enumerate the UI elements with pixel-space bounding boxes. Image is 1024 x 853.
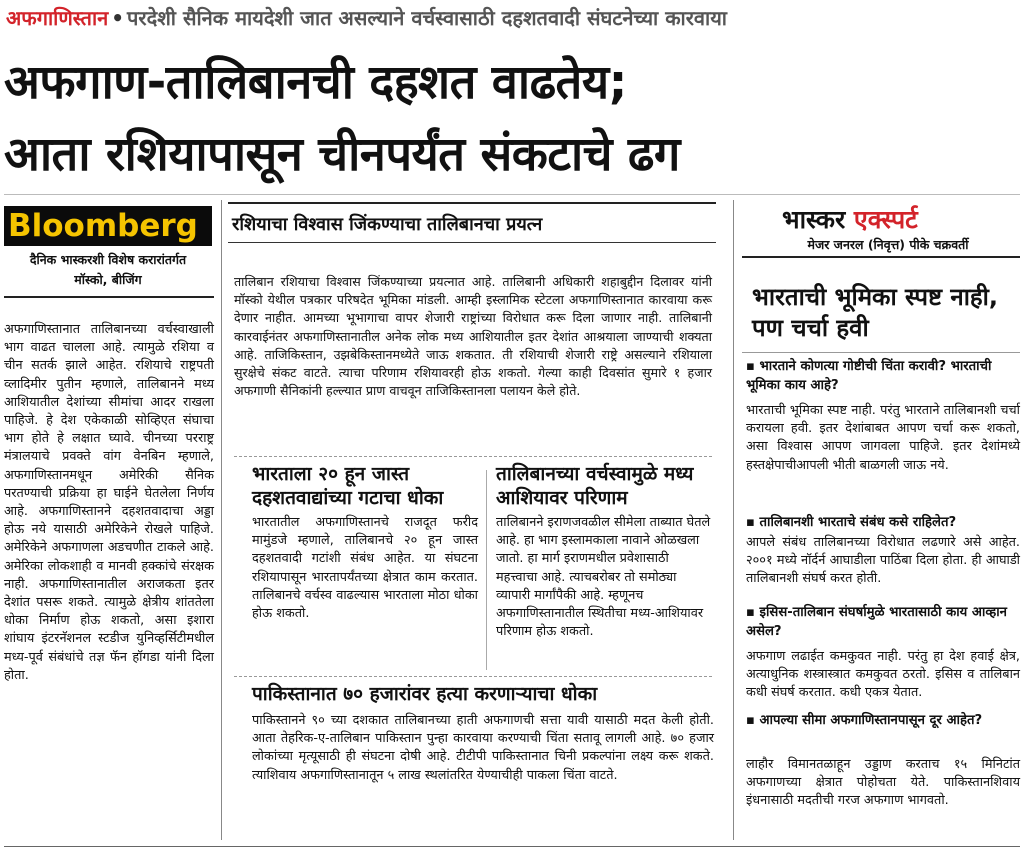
answer-2: आपले संबंध तालिबानच्या विरोधात लढणारे असे आहेत. २००१ मध्ये नॉर्दर्न आघाडीला पाठिंबा दिला होता. ही आघाडी तालिबानशी संघर्ष करत होती. <box>746 535 1020 587</box>
middle-dashed-divider <box>234 456 712 457</box>
left-article-body: अफगाणिस्तानात तालिबानच्या वर्चस्वाखाली भाग वाढत चालला आहे. त्यामुळे रशिया व चीन सतर्क झाले आहेत. रशियाचे राष्ट्रपती व्लादिमीर पुतीन म्हणाले, तालिबानने मध्य आशियातील देशांच्या सीमांचा आदर राखला पाहिजे. हे देश एकेकाळी सोव्हिएत संघाचा भाग होते हे लक्षात घ्यावे. चीनच्या परराष्ट्र मंत्रालयाचे प्रवक्ते वांग वेनबिन म्हणाले, अफगाणिस्तानमधून अमेरिकी सैनिक परतण्याची प्रक्रिया हा घाईने घेतलेला निर्णय आहे. अफगाणिस्तानने दहशतवादाचा अड्डा होऊ नये यासाठी अमेरिकेने रोखले पाहिजे. अमेरिकेने अफगाणला अडचणीत टाकले आहे. अमेरिका लोकशाही व मानवी हक्कांचे संरक्षक नाही. अफगाणिस्तानातील अराजकता इतर देशांत पसरू शकते. त्यामुळे क्षेत्रीय शांततेला धोका निर्माण होऊ शकतो, असा इशारा शांघाय इंटरनॅशनल स्टडीज युनिव्हर्सिटीमधील मध्य-पूर्व संबंधांचे तज्ञ फॅन हॉगडा यांनी दिला होता. <box>4 322 214 683</box>
india-subhead: भारताला २० हून जास्त दहशतवाद्यांच्या गटाचा धोका <box>252 463 444 509</box>
middle-top-rule <box>228 202 716 204</box>
bhaskar-expert-logo <box>782 202 918 236</box>
answer-1: भारताची भूमिका स्पष्ट नाही. परंतु भारताने तालिबानशी चर्चा करायला हवी. इतर देशांबाबत आपण चर्चा करू शकतो, असा विश्वास आपण जागवला पाहिजे. इतर देशांमध्ये हस्तक्षेपाचीआपली भीती बाळगली जाऊ नये. <box>746 403 1020 473</box>
question-2: ▪ तालिबानशी भारताचे संबंध कसे राहिलेत? <box>746 515 957 530</box>
asia-subhead: तालिबानच्या वर्चस्वामुळे मध्य आशियावर परिणाम <box>496 463 694 509</box>
right-top-rule <box>742 256 1020 258</box>
kicker-tag: अफगाणिस्तान <box>6 6 109 30</box>
middle-intro-body: तालिबान रशियाचा विश्वास जिंकण्याच्या प्रयत्नात आहे. तालिबानी अधिकारी शहाबुद्दीन दिलावर यांनी मॉस्को येथील पत्रकार परिषदेत भूमिका मांडली. आम्ही इस्लामिक स्टेटला अफगाणिस्तानात कारवाया करू देणार नाहीत. आमच्या भूभागाचा वापर शेजारी राष्ट्रांच्या विरोधात करू दिला जाणार नाही. तालिबानी कारवाईनंतर अफगाणिस्तानातील अनेक लोक मध्य आशियातील इतर देशांत आश्रयाला जाण्याची शक्यता आहे. ताजिकिस्तान, उझबेकिस्तानमध्येते जाऊ शकतात. ती रशियाची शेजारी राष्ट्रे असल्याने रशियाला सुरक्षेचे संकट वाटते. त्याचा परिणाम रशियावरही होऊ शकतो. गेल्या काही दिवसांत सुमारे १ हजार अफगाणी सैनिकांनी हल्ल्यात प्राण वाचवून ताजिकिस्तानला पलायन केले होते. <box>234 274 712 399</box>
question-3: ▪ इसिस-तालिबान संघर्षामुळे भारतासाठी काय आव्हान असेल? <box>746 605 1007 639</box>
column-divider-right <box>733 200 734 840</box>
brand-bhaskar: भास्कर <box>782 205 846 234</box>
section-title-underline <box>228 242 716 243</box>
kicker-text: परदेशी सैनिक मायदेशी जात असल्याने वर्चस्वासाठी दहशतवादी संघटनेच्या कारवाया <box>127 6 727 30</box>
india-body: भारतातील अफगाणिस्तानचे राजदूत फरीद मामुंडजे म्हणाले, तालिबानचे २० हून जास्त दहशतवादी गटांशी संबंध आहेत. या संघटना रशियापासून भारतापर्यंतच्या क्षेत्रात काम करतात. तालिबानचे वर्चस्व वाढल्यास भारताला मोठा धोका होऊ शकतो. <box>252 515 478 622</box>
expert-name: मेजर जनरल (निवृत्त) पीके चक्रवर्ती <box>807 237 969 252</box>
pakistan-subhead: पाकिस्तानात ७० हजारांवर हत्या करणाऱ्याचा धोका <box>252 683 598 705</box>
headline-line-2: आता रशियापासून चीनपर्यंत संकटाचे ढग <box>4 127 680 182</box>
answer-4: लाहौर विमानतळाहून उड्डाण करताच १५ मिनिटांत अफगाणच्या क्षेत्रात पोहोचता येते. पाकिस्तानशिवाय इंधनासाठी मदतीची गरज अफगाण भागवतो. <box>746 757 1020 809</box>
headline-divider <box>4 194 1020 195</box>
headline-line-1: अफगाण-तालिबानची दहशत वाढतेय; <box>4 55 627 110</box>
brand-expert: एक्स्पर्ट <box>853 205 918 234</box>
pakistan-body: पाकिस्तानने ९० च्या दशकात तालिबानच्या हाती अफगाणची सत्ता यावी यासाठी मदत केली होती. आता तेहरिक-ए-तालिबान पाकिस्तान पुन्हा कारवाया करण्याची चिंता सतावू लागली आहे. ७० हजार लोकांच्या मृत्यूसाठी ही संघटना दोषी आहे. टीटीपी पाकिस्तानात चिनी प्रकल्पांना लक्ष्य करू शकते. त्याशिवाय अफगाणिस्तानातून ५ लाख स्थलांतरित येण्याचीही पाकला चिंता वाटते. <box>252 713 714 783</box>
expert-title: भारताची भूमिका स्पष्ट नाही, पण चर्चा हवी <box>752 283 999 342</box>
byline-agreement: दैनिक भास्करशी विशेष करारांतर्गत <box>29 252 187 267</box>
right-title-rule <box>742 352 1020 353</box>
section-title: रशियाचा विश्वास जिंकण्याचा तालिबानचा प्रयत्न <box>232 214 543 235</box>
bullet-dot-icon: • <box>111 6 125 30</box>
byline-dateline: मॉस्को, बीजिंग <box>74 272 142 287</box>
column-divider-left <box>221 200 222 840</box>
kicker <box>6 4 1020 31</box>
pak-dashed-divider <box>234 676 712 677</box>
question-1: ▪ भारताने कोणत्या गोष्टीची चिंता करावी? भारताची भूमिका काय आहे? <box>746 359 992 393</box>
middle-inner-divider <box>486 470 487 670</box>
answer-3: अफगाण लढाईत कमकुवत नाही. परंतु हा देश हवाई क्षेत्र, अत्याधुनिक शस्त्रास्त्रात कमकुवत ठरतो. इसिस व तालिबान कधी संघर्ष करतात. कधी एकत्र येतात. <box>746 649 1020 701</box>
bloomberg-logo: Bloomberg <box>4 206 212 246</box>
asia-body: तालिबानने इराणजवळील सीमेला ताब्यात घेतले आहे. हा भाग इस्लामकाला नावाने ओळखला जातो. हा मार्ग इराणमधील प्रवेशासाठी महत्त्वाचा आहे. त्याचबरोबर तो समोठ्या व्यापारी मार्गांपैकी आहे. म्हणूनच अफगाणिस्तानातील स्थितीचा मध्य-आशियावर परिणाम होऊ शकतो. <box>496 515 711 640</box>
left-column-rule <box>4 296 214 298</box>
question-4: ▪ आपल्या सीमा अफगाणिस्तानपासून दूर आहेत? <box>746 713 983 728</box>
bottom-rule <box>4 846 1020 847</box>
